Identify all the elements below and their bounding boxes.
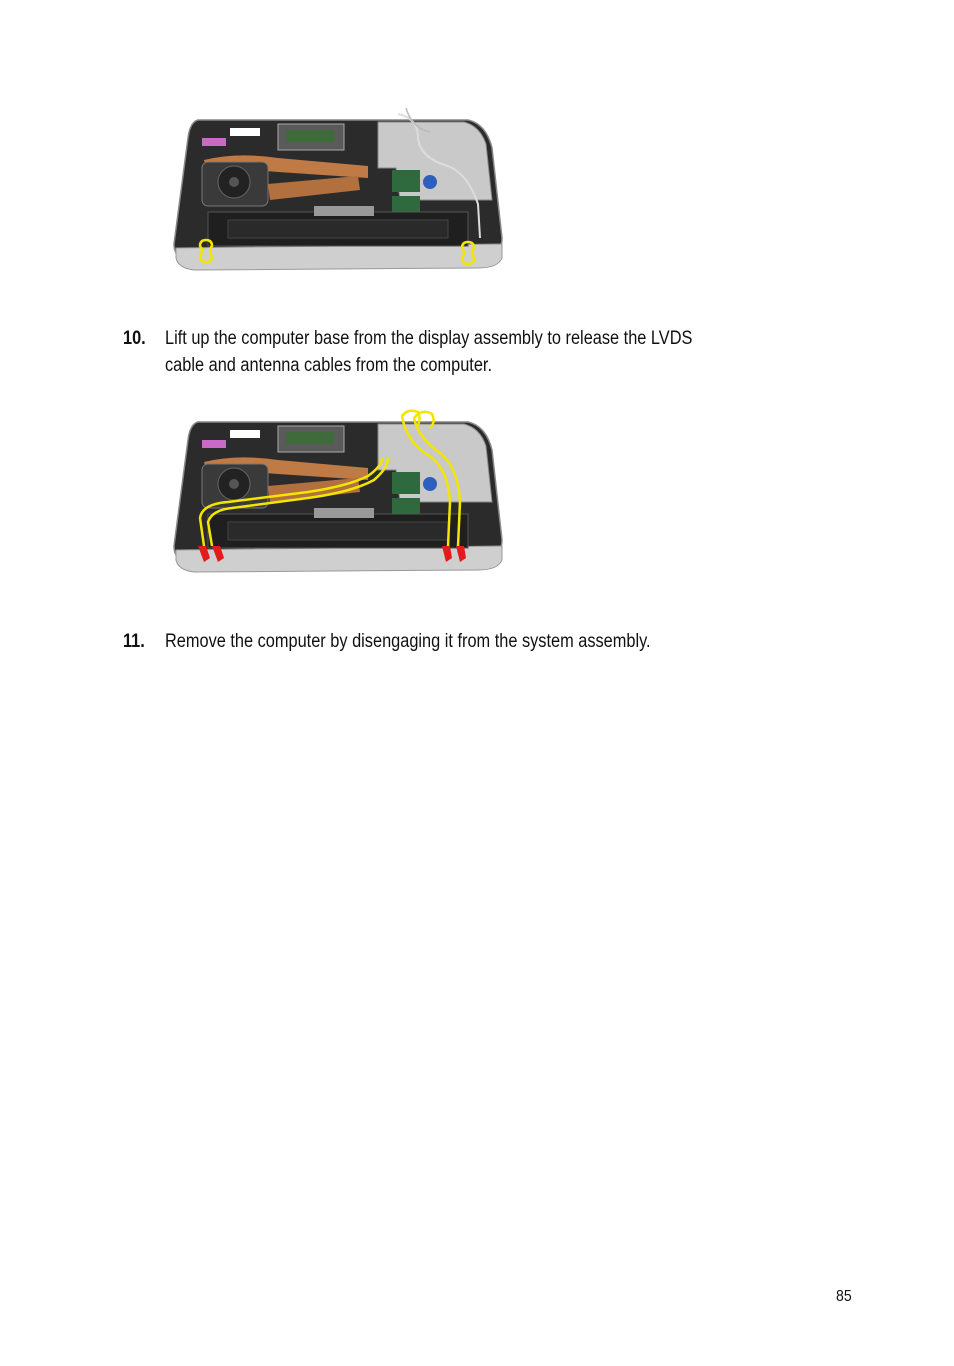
step-number: 10. <box>123 328 146 349</box>
step-text-line: Remove the computer by disengaging it from the system assembly. <box>165 631 651 652</box>
laptop-cables-figure <box>168 406 506 578</box>
step-11 <box>123 628 843 656</box>
step-text-line: cable and antenna cables from the computer. <box>165 355 493 376</box>
step-text <box>165 325 767 379</box>
page-number: 85 <box>836 1288 852 1305</box>
step-text <box>165 628 767 655</box>
step-text-line: Lift up the computer base from the display assembly to release the LVDS <box>165 328 693 349</box>
step-number: 11. <box>123 631 145 652</box>
step-10 <box>123 325 843 381</box>
laptop-screws-figure <box>168 108 506 276</box>
